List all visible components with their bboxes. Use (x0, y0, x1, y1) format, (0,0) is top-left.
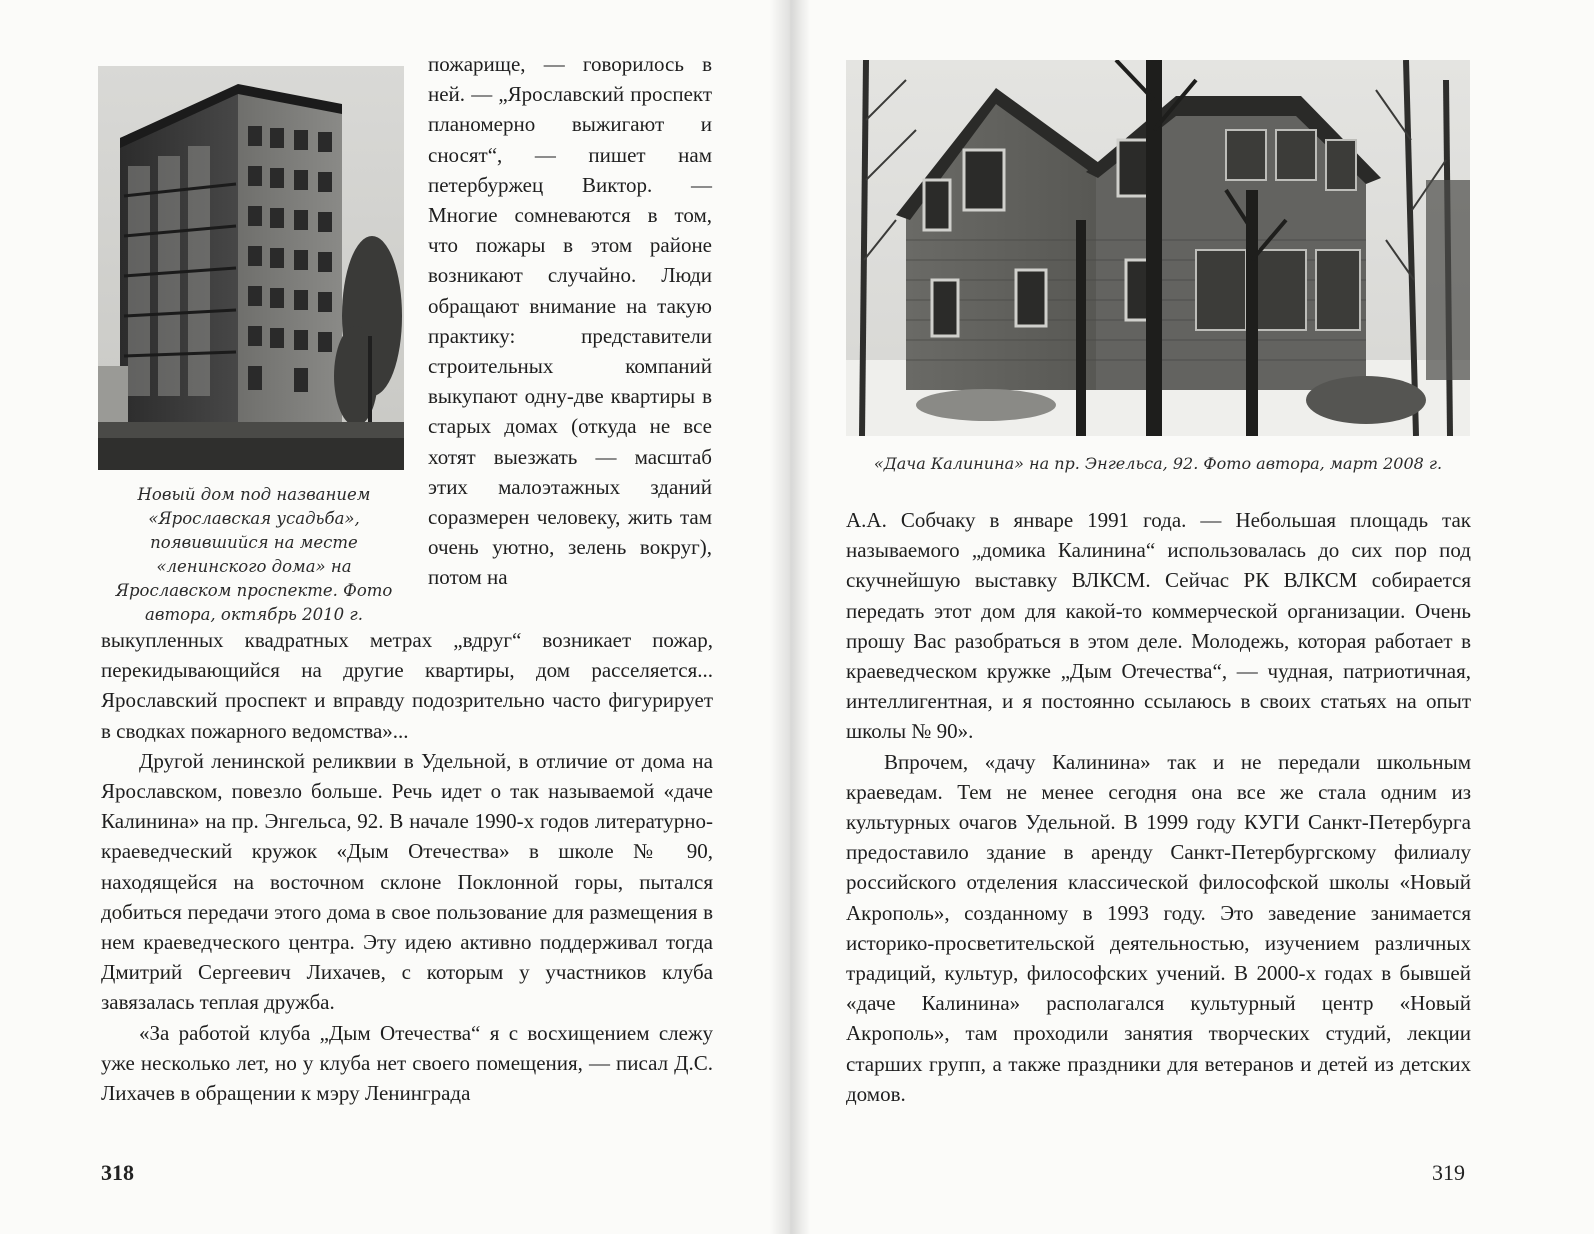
right-page (810, 0, 1594, 1234)
new-building-photo (98, 66, 404, 470)
left-paragraph-2: Другой ленинской реликвии в Удельной, в отличие от дома на Ярославском, повезло больше. Речь идет о так называемой «даче Калинина» на пр. Энгельса, 92. В начале 1990-х годов литературно-краеведческий кружок «Дым Отечества» в школе № 90, находящейся на восточном склоне Поклонной горы, пытался добиться передачи этого дома в свое пользование для размещения в нем краеведческого центра. Эту идею активно поддерживал тогда Дмитрий Сергеевич Лихачев, с которым у участников клуба завязалась теплая дружба. (101, 748, 713, 1015)
left-paragraph-1: выкупленных квадратных метрах „вдруг“ возникает пожар, перекидывающийся на другие квартиры, дом расселяется... Ярославский проспект и вправду подозрительно часто фигурирует в сводках пожарного ведомства»... (101, 628, 713, 743)
photo-caption-right: «Дача Калинина» на пр. Энгельса, 92. Фото автора, март 2008 г. (873, 454, 1443, 473)
left-paragraph-3: «За работой клуба „Дым Отечества“ я с восхищением слежу уже несколько лет, но у клуба нет своего помещения, — писал Д.С. Лихачев в обращении к мэру Ленинграда (101, 1020, 713, 1106)
right-paragraph-1: А.А. Собчаку в январе 1991 года. — Небольшая площадь так называемого „домика Калинина“ использовалась до сих пор под скучнейшую выставку ВЛКСМ. Сейчас РК ВЛКСМ собирается передать этот дом для какой-то коммерческой организации. Очень прошу Вас разобраться в этом деле. Молодежь, которая работает в краеведческом кружке „Дым Отечества“, — чудная, патриотичная, интеллигентная, и я постоянно ссылаюсь в своих статьях на опыт школы № 90». (846, 508, 1471, 744)
photo-caption-left: Новый дом под названием «Ярославская усадьба», появившийся на месте «ленинского дома» на Ярославском проспекте. Фото автора, октябрь 2010 г. (115, 485, 393, 624)
column-paragraph: пожарище, — говорилось в ней. — „Ярославский проспект планомерно выжигают и сносят“, — пишет нам петербуржец Виктор. — Многие сомневаются в том, что пожары в этом районе возникают случайно. Люди обращают внимание на такую практику: представители строительных компаний выкупают одну-две квартиры в старых домах (откуда не все хотят выезжать — масштаб этих малоэтажных зданий соразмерен человеку, жить там очень уютно, зелень вокруг), потом на (428, 52, 712, 590)
kalinin-dacha-photo (846, 60, 1470, 436)
column-text-block (428, 49, 712, 593)
left-page (0, 0, 780, 1234)
left-body-text (101, 625, 713, 1108)
page-number-left: 318 (101, 1160, 134, 1185)
page-number-right: 319 (1432, 1160, 1465, 1185)
right-body-text (846, 505, 1471, 1109)
right-paragraph-2: Впрочем, «дачу Калинина» так и не передали школьным краеведам. Тем не менее сегодня она все же стала одним из культурных очагов Удельной. В 1999 году КУГИ Санкт-Петербурга предоставило здание в аренду Санкт-Петербургскому филиалу российского отделения классической философской школы «Новый Акрополь», созданному в 1993 году. Это заведение занимается историко-просветительской деятельностью, изучением различных традиций, культур, философских учений. В 2000-х годах в бывшей «даче Калинина» располагался культурный центр «Новый Акрополь», там проходили занятия творческих студий, лекции старших групп, а также праздники для ветеранов и детей из детских домов. (846, 749, 1471, 1106)
